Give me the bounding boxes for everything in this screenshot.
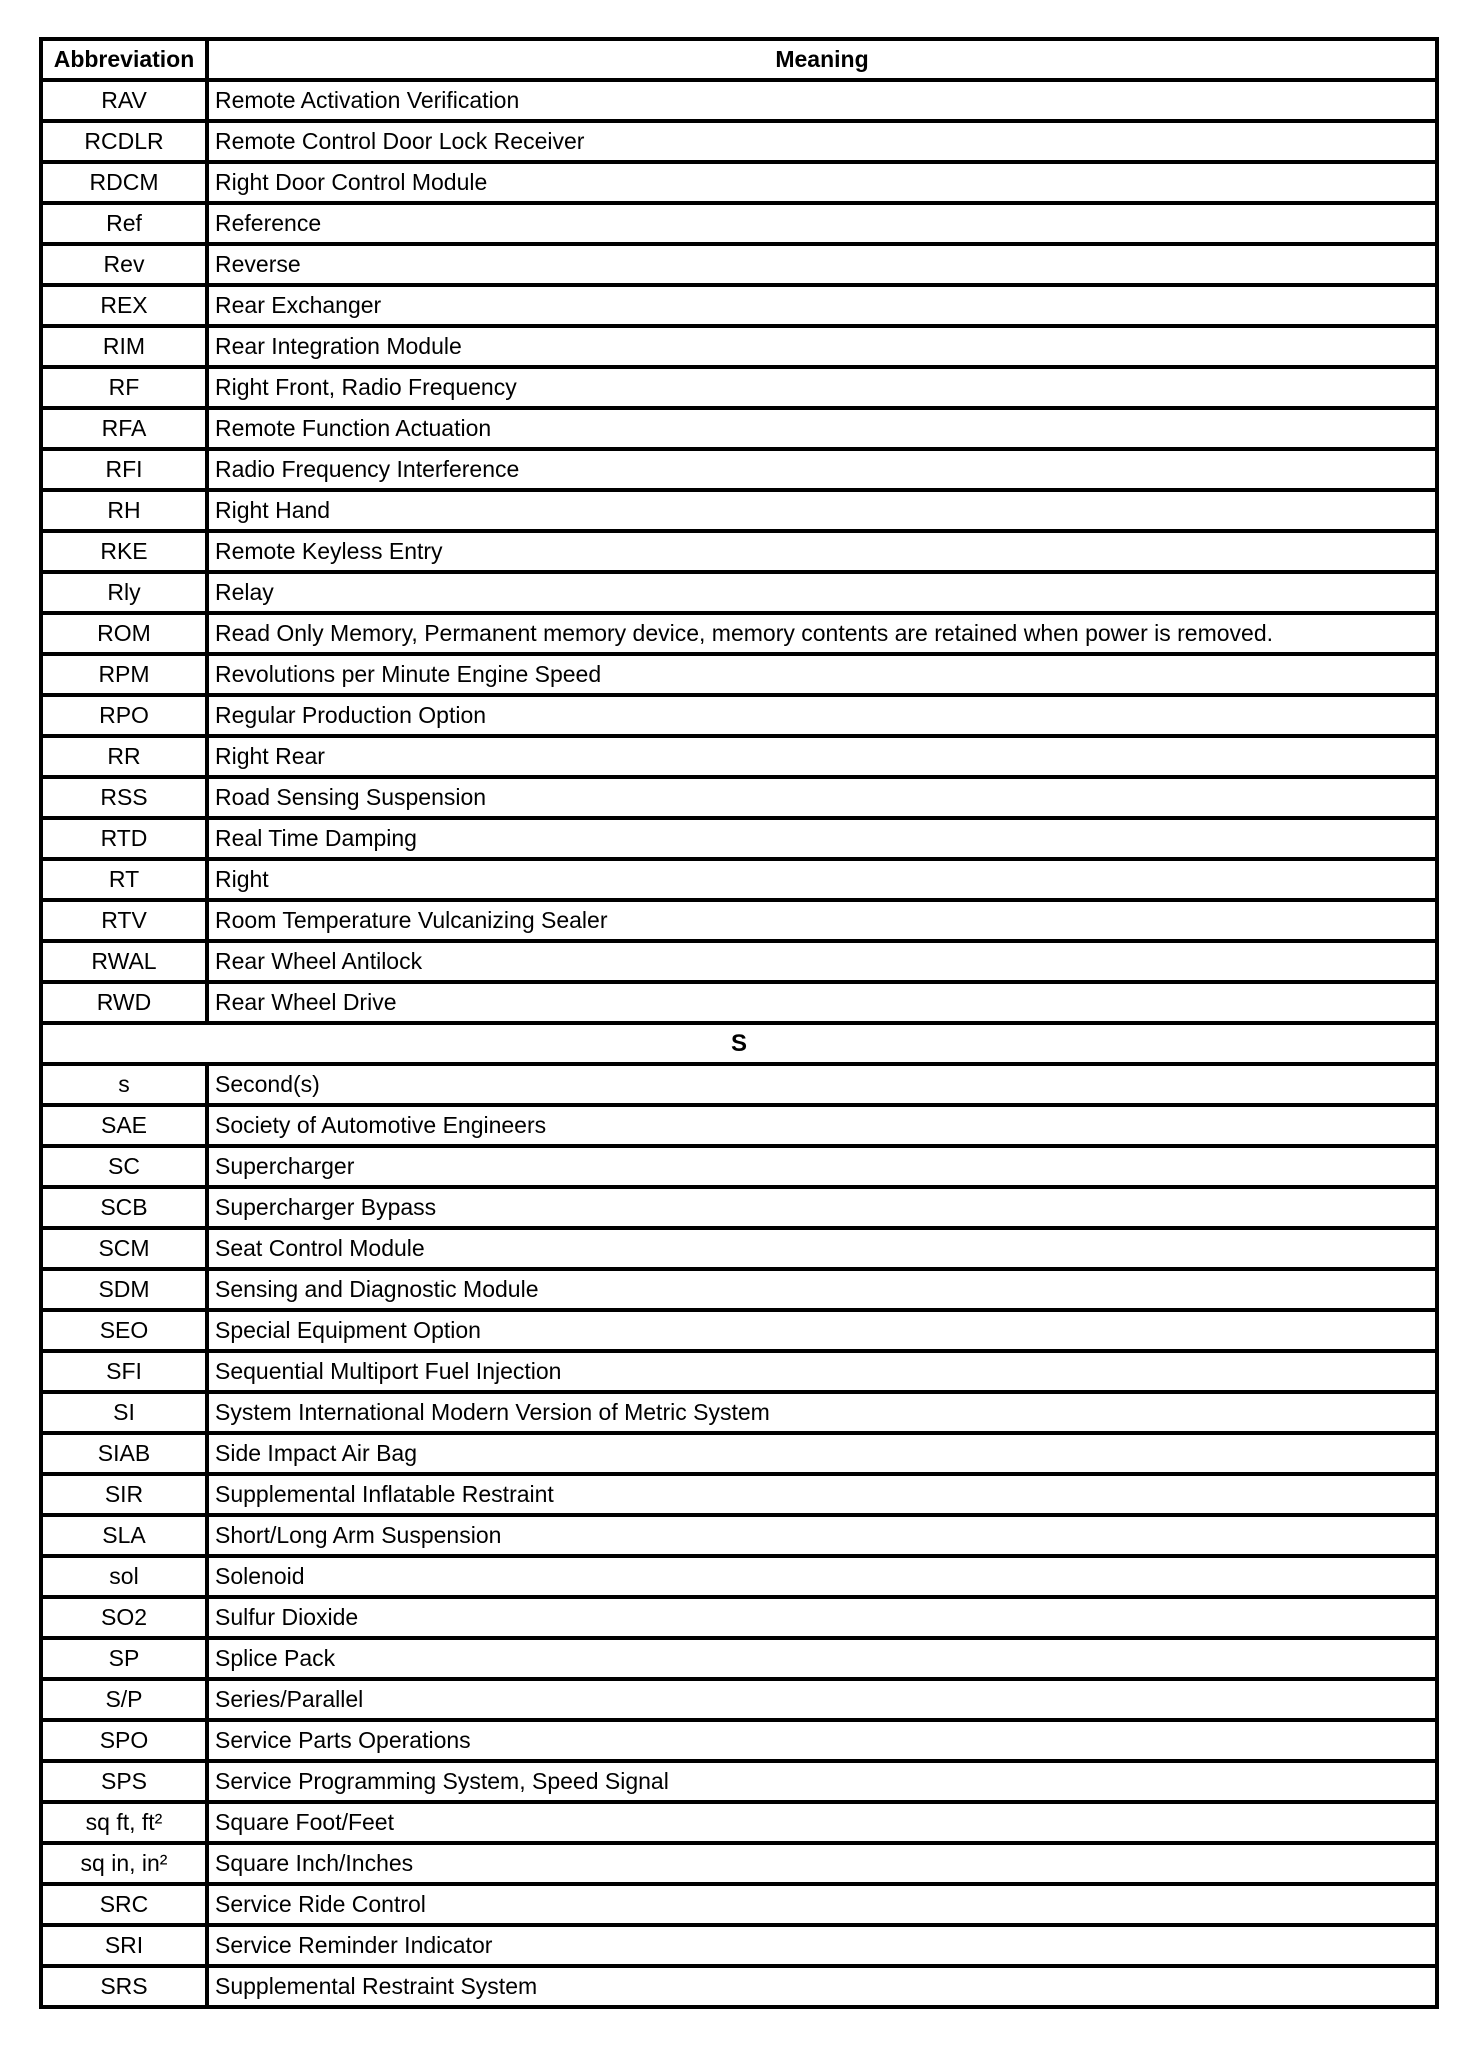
table-row [43,369,1439,410]
abbreviation-cell: SAE [43,1107,209,1148]
meaning-cell: Service Ride Control [209,1886,1439,1927]
meaning-cell: Radio Frequency Interference [209,451,1439,492]
abbreviation-cell: SPO [43,1722,209,1763]
abbreviation-cell: SRI [43,1927,209,1968]
table-row [43,615,1439,656]
table-row [43,1599,1439,1640]
abbreviation-cell: s [43,1066,209,1107]
table-row [43,902,1439,943]
table-row [43,1107,1439,1148]
meaning-cell: Side Impact Air Bag [209,1435,1439,1476]
meaning-cell: Reference [209,205,1439,246]
table-row [43,1968,1439,2009]
meaning-cell: Rear Wheel Antilock [209,943,1439,984]
table-row [43,1271,1439,1312]
abbreviation-cell: SDM [43,1271,209,1312]
meaning-cell: Supplemental Restraint System [209,1968,1439,2009]
abbreviation-cell: SC [43,1148,209,1189]
table-row [43,574,1439,615]
meaning-cell: Remote Function Actuation [209,410,1439,451]
abbreviation-cell: RPM [43,656,209,697]
table-row [43,246,1439,287]
meaning-cell: Supercharger [209,1148,1439,1189]
abbreviation-cell: RWD [43,984,209,1025]
table-header-row [43,41,1439,82]
meaning-cell: Relay [209,574,1439,615]
abbreviation-cell: RWAL [43,943,209,984]
meaning-cell: Room Temperature Vulcanizing Sealer [209,902,1439,943]
abbreviation-cell: sq in, in² [43,1845,209,1886]
abbreviation-cell: RH [43,492,209,533]
abbreviation-cell: RCDLR [43,123,209,164]
abbreviation-cell: SIAB [43,1435,209,1476]
abbreviation-cell: SFI [43,1353,209,1394]
meaning-cell: Special Equipment Option [209,1312,1439,1353]
table-row [43,984,1439,1025]
abbreviation-cell: sol [43,1558,209,1599]
meaning-cell: Right Rear [209,738,1439,779]
meaning-cell: Solenoid [209,1558,1439,1599]
meaning-cell: Remote Activation Verification [209,82,1439,123]
table-row [43,738,1439,779]
abbreviation-cell: RF [43,369,209,410]
abbreviation-cell: SPS [43,1763,209,1804]
meaning-cell: Rear Wheel Drive [209,984,1439,1025]
table-row [43,287,1439,328]
table-row [43,1845,1439,1886]
abbreviation-cell: SP [43,1640,209,1681]
abbreviation-table [39,37,1439,2009]
meaning-cell: Read Only Memory, Permanent memory device, memory contents are retained when power is removed. [209,615,1439,656]
abbreviation-cell: RTV [43,902,209,943]
abbreviation-cell: SRS [43,1968,209,2009]
table-row [43,205,1439,246]
meaning-cell: Revolutions per Minute Engine Speed [209,656,1439,697]
table-row [43,1681,1439,1722]
table-row [43,410,1439,451]
abbreviation-cell: RR [43,738,209,779]
abbreviation-cell: RDCM [43,164,209,205]
table-row [43,492,1439,533]
meaning-cell: Real Time Damping [209,820,1439,861]
abbreviation-cell: sq ft, ft² [43,1804,209,1845]
abbreviation-cell: SCM [43,1230,209,1271]
meaning-cell: Rear Exchanger [209,287,1439,328]
abbreviation-cell: SCB [43,1189,209,1230]
abbreviation-cell: SO2 [43,1599,209,1640]
table-row [43,1722,1439,1763]
meaning-cell: Reverse [209,246,1439,287]
abbreviation-cell: RPO [43,697,209,738]
table-row [43,697,1439,738]
table-row [43,779,1439,820]
table-row [43,656,1439,697]
abbreviation-cell: RKE [43,533,209,574]
meaning-cell: Right Door Control Module [209,164,1439,205]
table-row [43,1927,1439,1968]
table-row [43,533,1439,574]
meaning-cell: Society of Automotive Engineers [209,1107,1439,1148]
table-row [43,1886,1439,1927]
meaning-cell: Service Parts Operations [209,1722,1439,1763]
table-row [43,82,1439,123]
abbreviation-cell: RSS [43,779,209,820]
meaning-cell: Road Sensing Suspension [209,779,1439,820]
abbreviation-cell: RIM [43,328,209,369]
table-row [43,1189,1439,1230]
meaning-cell: Rear Integration Module [209,328,1439,369]
section-header-row [43,1025,1439,1066]
abbreviation-cell: RFA [43,410,209,451]
abbreviation-cell: SIR [43,1476,209,1517]
table-row [43,820,1439,861]
abbreviation-cell: Ref [43,205,209,246]
abbreviation-cell: ROM [43,615,209,656]
abbreviation-cell: SRC [43,1886,209,1927]
table-row [43,1148,1439,1189]
abbreviation-cell: RTD [43,820,209,861]
table-row [43,328,1439,369]
abbreviation-cell: SEO [43,1312,209,1353]
table-row [43,1517,1439,1558]
table-row [43,1312,1439,1353]
table-row [43,1640,1439,1681]
meaning-cell: Series/Parallel [209,1681,1439,1722]
section-letter: S [43,1025,1439,1066]
table-row [43,1435,1439,1476]
table-row [43,1804,1439,1845]
table-row [43,451,1439,492]
meaning-cell: Splice Pack [209,1640,1439,1681]
meaning-cell: Square Inch/Inches [209,1845,1439,1886]
abbreviation-column-header: Abbreviation [43,41,209,82]
meaning-cell: Sulfur Dioxide [209,1599,1439,1640]
abbreviation-cell: RT [43,861,209,902]
meaning-cell: Seat Control Module [209,1230,1439,1271]
abbreviation-cell: SI [43,1394,209,1435]
table-row [43,943,1439,984]
abbreviation-cell: Rev [43,246,209,287]
meaning-cell: Supercharger Bypass [209,1189,1439,1230]
meaning-cell: Second(s) [209,1066,1439,1107]
meaning-column-header: Meaning [209,41,1439,82]
meaning-cell: Right Hand [209,492,1439,533]
abbreviation-cell: SLA [43,1517,209,1558]
meaning-cell: Service Reminder Indicator [209,1927,1439,1968]
abbreviation-cell: RFI [43,451,209,492]
meaning-cell: Short/Long Arm Suspension [209,1517,1439,1558]
table-row [43,1066,1439,1107]
meaning-cell: Square Foot/Feet [209,1804,1439,1845]
meaning-cell: Remote Keyless Entry [209,533,1439,574]
meaning-cell: Sequential Multiport Fuel Injection [209,1353,1439,1394]
meaning-cell: System International Modern Version of Metric System [209,1394,1439,1435]
meaning-cell: Right [209,861,1439,902]
table-row [43,1476,1439,1517]
meaning-cell: Service Programming System, Speed Signal [209,1763,1439,1804]
table-row [43,1558,1439,1599]
table-body [43,82,1439,2009]
meaning-cell: Regular Production Option [209,697,1439,738]
meaning-cell: Supplemental Inflatable Restraint [209,1476,1439,1517]
abbreviation-cell: REX [43,287,209,328]
abbreviation-cell: S/P [43,1681,209,1722]
table-row [43,861,1439,902]
abbreviation-cell: RAV [43,82,209,123]
table-row [43,1394,1439,1435]
meaning-cell: Remote Control Door Lock Receiver [209,123,1439,164]
table-row [43,123,1439,164]
table-row [43,164,1439,205]
abbreviation-cell: Rly [43,574,209,615]
table-row [43,1230,1439,1271]
meaning-cell: Sensing and Diagnostic Module [209,1271,1439,1312]
table-row [43,1353,1439,1394]
table-row [43,1763,1439,1804]
meaning-cell: Right Front, Radio Frequency [209,369,1439,410]
